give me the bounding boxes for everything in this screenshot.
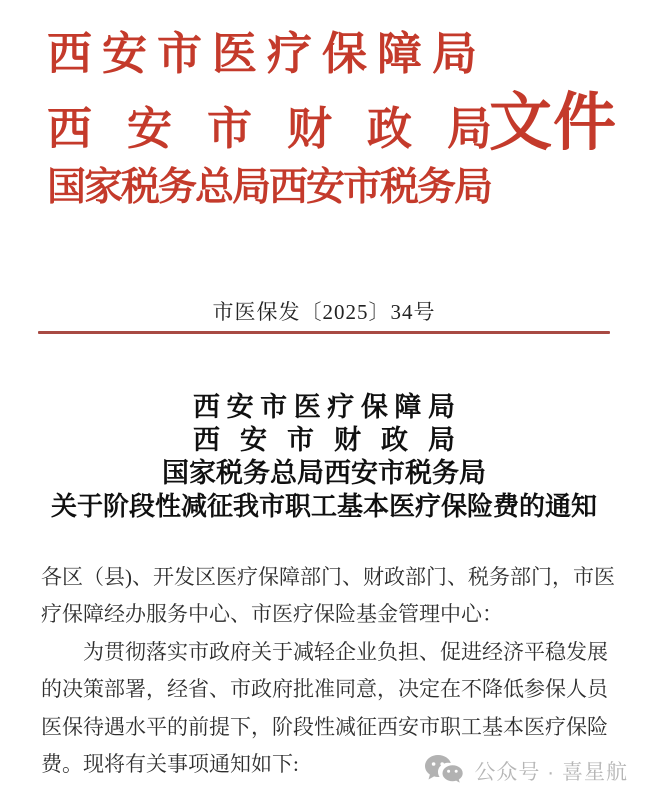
body-paragraph-line-1: 为贯彻落实市政府关于减轻企业负担、促进经济平稳发展 xyxy=(83,639,608,664)
letterhead xyxy=(47,30,617,210)
letterhead-document-label: 文件 xyxy=(489,88,617,158)
body-paragraph-line-4: 费。现将有关事项通知如下: xyxy=(41,751,299,776)
body-salutation-line-1: 各区（县)、开发区医疗保障部门、财政部门、税务部门，市医 xyxy=(41,565,615,589)
letterhead-row-2 xyxy=(47,88,617,158)
title-notice-subject: 关于阶段性减征我市职工基本医疗保险费的通知 xyxy=(50,492,597,521)
letterhead-agency-3: 国家税务总局西安市税务局 xyxy=(47,166,492,209)
wechat-icon xyxy=(424,754,464,787)
letterhead-agency-1: 西安市医疗保障局 xyxy=(47,29,488,79)
body-paragraph-line-3: 医保待遇水平的前提下，阶段性减征西安市职工基本医疗保险 xyxy=(41,714,608,739)
document-title xyxy=(0,391,648,523)
title-agency-3: 国家税务总局西安市税务局 xyxy=(162,458,486,488)
body-paragraph-line-2: 的决策部署，经省、市政府批准同意，决定在不降低参保人员 xyxy=(41,677,608,702)
document-body xyxy=(41,559,615,783)
letterhead-agency-2: 西安市财政局 xyxy=(47,104,528,154)
document-number: 市医保发〔2025〕34号 xyxy=(212,300,436,324)
watermark-text: 公众号 · 喜星航 xyxy=(474,760,628,784)
red-divider-rule xyxy=(38,331,610,334)
body-salutation-line-2: 疗保障经办服务中心、市医疗保险基金管理中心： xyxy=(41,602,503,627)
watermark xyxy=(424,754,628,787)
title-agency-2: 西安市财政局 xyxy=(193,425,455,455)
title-agency-1: 西安市医疗保障局 xyxy=(193,392,455,422)
